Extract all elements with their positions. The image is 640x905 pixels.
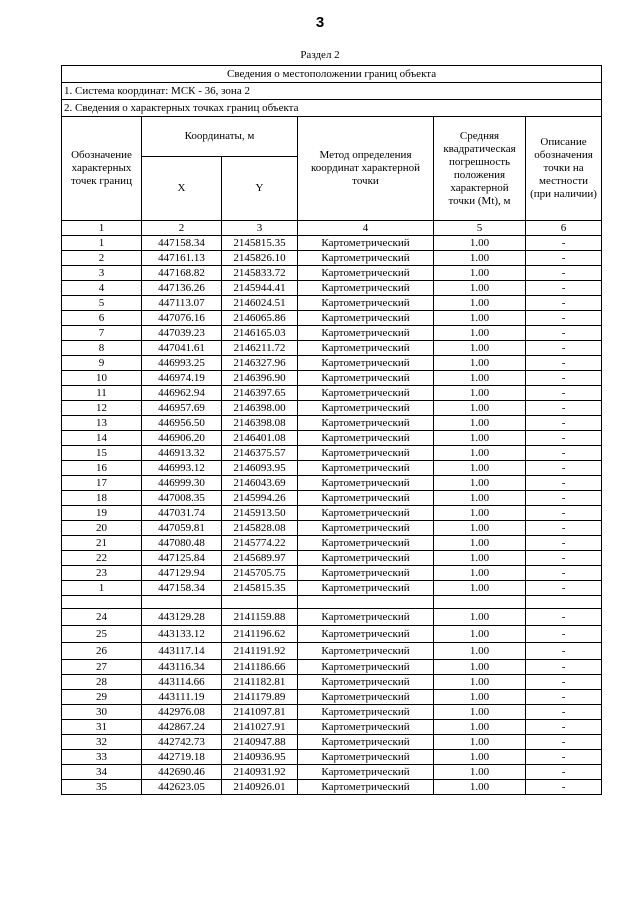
error-cell: 1.00 xyxy=(434,281,526,296)
error-cell: 1.00 xyxy=(434,735,526,750)
x-coordinate-cell: 447136.26 xyxy=(142,281,222,296)
table-row xyxy=(62,705,602,720)
point-number-cell: 32 xyxy=(62,735,142,750)
table-row xyxy=(62,311,602,326)
method-cell: Картометрический xyxy=(298,311,434,326)
point-number-cell: 33 xyxy=(62,750,142,765)
method-cell: Картометрический xyxy=(298,341,434,356)
error-cell: 1.00 xyxy=(434,401,526,416)
x-coordinate-cell: 446906.20 xyxy=(142,431,222,446)
method-cell: Картометрический xyxy=(298,581,434,596)
description-cell: - xyxy=(526,341,602,356)
column-number: 4 xyxy=(298,221,434,236)
method-cell: Картометрический xyxy=(298,566,434,581)
y-coordinate-cell: 2141027.91 xyxy=(222,720,298,735)
point-number-cell: 28 xyxy=(62,675,142,690)
error-cell: 1.00 xyxy=(434,765,526,780)
header-error: Средняя квадратическая погрешность положения характерной точки (Mt), м xyxy=(434,117,526,221)
x-coordinate-cell: 442867.24 xyxy=(142,720,222,735)
point-number-cell: 16 xyxy=(62,461,142,476)
error-cell: 1.00 xyxy=(434,371,526,386)
table-row xyxy=(62,660,602,675)
point-number-cell: 17 xyxy=(62,476,142,491)
y-coordinate-cell: 2146043.69 xyxy=(222,476,298,491)
y-coordinate-cell: 2146165.03 xyxy=(222,326,298,341)
method-cell: Картометрический xyxy=(298,236,434,251)
coordinate-system: 1. Система координат: МСК - 36, зона 2 xyxy=(62,83,602,100)
page-number: 3 xyxy=(315,14,325,31)
description-cell: - xyxy=(526,266,602,281)
table-row xyxy=(62,356,602,371)
y-coordinate-cell: 2140936.95 xyxy=(222,750,298,765)
method-cell: Картометрический xyxy=(298,326,434,341)
y-coordinate-cell: 2146397.65 xyxy=(222,386,298,401)
header-y: Y xyxy=(222,157,298,221)
point-number-cell: 6 xyxy=(62,311,142,326)
description-cell: - xyxy=(526,566,602,581)
table-row xyxy=(62,626,602,643)
y-coordinate-cell: 2141182.81 xyxy=(222,675,298,690)
description-cell: - xyxy=(526,356,602,371)
method-cell: Картометрический xyxy=(298,491,434,506)
description-cell: - xyxy=(526,720,602,735)
y-coordinate-cell: 2145774.22 xyxy=(222,536,298,551)
table-row xyxy=(62,506,602,521)
error-cell: 1.00 xyxy=(434,566,526,581)
method-cell: Картометрический xyxy=(298,705,434,720)
error-cell: 1.00 xyxy=(434,506,526,521)
point-number-cell: 2 xyxy=(62,251,142,266)
point-number-cell: 10 xyxy=(62,371,142,386)
method-cell: Картометрический xyxy=(298,416,434,431)
point-number-cell: 35 xyxy=(62,780,142,795)
description-cell: - xyxy=(526,660,602,675)
table-title: Сведения о местоположении границ объекта xyxy=(62,66,602,83)
y-coordinate-cell: 2146398.00 xyxy=(222,401,298,416)
description-cell: - xyxy=(526,281,602,296)
x-coordinate-cell: 447039.23 xyxy=(142,326,222,341)
point-number-cell: 24 xyxy=(62,609,142,626)
x-coordinate-cell: 447113.07 xyxy=(142,296,222,311)
x-coordinate-cell: 442742.73 xyxy=(142,735,222,750)
x-coordinate-cell: 446999.30 xyxy=(142,476,222,491)
table-row xyxy=(62,609,602,626)
table-row xyxy=(62,446,602,461)
table-row xyxy=(62,326,602,341)
error-cell: 1.00 xyxy=(434,386,526,401)
description-cell: - xyxy=(526,626,602,643)
empty-cell xyxy=(62,596,142,609)
y-coordinate-cell: 2141097.81 xyxy=(222,705,298,720)
description-cell: - xyxy=(526,461,602,476)
point-number-cell: 1 xyxy=(62,236,142,251)
point-number-cell: 9 xyxy=(62,356,142,371)
method-cell: Картометрический xyxy=(298,266,434,281)
empty-cell xyxy=(298,596,434,609)
table-row xyxy=(62,765,602,780)
column-numbers-row xyxy=(62,221,602,236)
x-coordinate-cell: 446956.50 xyxy=(142,416,222,431)
method-cell: Картометрический xyxy=(298,750,434,765)
header-coordinates: Координаты, м xyxy=(142,117,298,157)
y-coordinate-cell: 2145815.35 xyxy=(222,581,298,596)
description-cell: - xyxy=(526,609,602,626)
header-x: X xyxy=(142,157,222,221)
description-cell: - xyxy=(526,326,602,341)
point-number-cell: 23 xyxy=(62,566,142,581)
method-cell: Картометрический xyxy=(298,446,434,461)
header-description: Описание обозначения точки на местности (при наличии) xyxy=(526,117,602,221)
empty-cell xyxy=(222,596,298,609)
point-number-cell: 21 xyxy=(62,536,142,551)
method-cell: Картометрический xyxy=(298,371,434,386)
x-coordinate-cell: 442976.08 xyxy=(142,705,222,720)
method-cell: Картометрический xyxy=(298,536,434,551)
table-row xyxy=(62,476,602,491)
table-row xyxy=(62,281,602,296)
column-number: 6 xyxy=(526,221,602,236)
y-coordinate-cell: 2145944.41 xyxy=(222,281,298,296)
method-cell: Картометрический xyxy=(298,431,434,446)
x-coordinate-cell: 447129.94 xyxy=(142,566,222,581)
y-coordinate-cell: 2146396.90 xyxy=(222,371,298,386)
y-coordinate-cell: 2145994.26 xyxy=(222,491,298,506)
table-row xyxy=(62,643,602,660)
description-cell: - xyxy=(526,551,602,566)
x-coordinate-cell: 443117.14 xyxy=(142,643,222,660)
method-cell: Картометрический xyxy=(298,401,434,416)
description-cell: - xyxy=(526,491,602,506)
method-cell: Картометрический xyxy=(298,551,434,566)
point-number-cell: 22 xyxy=(62,551,142,566)
error-cell: 1.00 xyxy=(434,311,526,326)
point-number-cell: 1 xyxy=(62,581,142,596)
column-number: 3 xyxy=(222,221,298,236)
x-coordinate-cell: 442623.05 xyxy=(142,780,222,795)
point-number-cell: 11 xyxy=(62,386,142,401)
y-coordinate-cell: 2145828.08 xyxy=(222,521,298,536)
error-cell: 1.00 xyxy=(434,266,526,281)
error-cell: 1.00 xyxy=(434,690,526,705)
point-number-cell: 15 xyxy=(62,446,142,461)
x-coordinate-cell: 443114.66 xyxy=(142,675,222,690)
description-cell: - xyxy=(526,311,602,326)
point-number-cell: 26 xyxy=(62,643,142,660)
method-cell: Картометрический xyxy=(298,609,434,626)
method-cell: Картометрический xyxy=(298,690,434,705)
y-coordinate-cell: 2141196.62 xyxy=(222,626,298,643)
table-row xyxy=(62,720,602,735)
boundary-points-table xyxy=(61,65,602,795)
method-cell: Картометрический xyxy=(298,626,434,643)
description-cell: - xyxy=(526,750,602,765)
table-row xyxy=(62,386,602,401)
x-coordinate-cell: 446993.25 xyxy=(142,356,222,371)
x-coordinate-cell: 447008.35 xyxy=(142,491,222,506)
y-coordinate-cell: 2146065.86 xyxy=(222,311,298,326)
header-designation: Обозначение характерных точек границ xyxy=(62,117,142,221)
description-cell: - xyxy=(526,780,602,795)
x-coordinate-cell: 447158.34 xyxy=(142,236,222,251)
table-row xyxy=(62,236,602,251)
error-cell: 1.00 xyxy=(434,236,526,251)
column-number: 5 xyxy=(434,221,526,236)
y-coordinate-cell: 2140947.88 xyxy=(222,735,298,750)
description-cell: - xyxy=(526,416,602,431)
error-cell: 1.00 xyxy=(434,251,526,266)
error-cell: 1.00 xyxy=(434,326,526,341)
error-cell: 1.00 xyxy=(434,446,526,461)
section-label: Раздел 2 xyxy=(300,49,340,61)
y-coordinate-cell: 2141186.66 xyxy=(222,660,298,675)
table-row xyxy=(62,750,602,765)
point-number-cell: 8 xyxy=(62,341,142,356)
method-cell: Картометрический xyxy=(298,386,434,401)
table-row xyxy=(62,735,602,750)
method-cell: Картометрический xyxy=(298,281,434,296)
y-coordinate-cell: 2141159.88 xyxy=(222,609,298,626)
table-row xyxy=(62,690,602,705)
error-cell: 1.00 xyxy=(434,416,526,431)
y-coordinate-cell: 2145705.75 xyxy=(222,566,298,581)
method-cell: Картометрический xyxy=(298,643,434,660)
x-coordinate-cell: 447158.34 xyxy=(142,581,222,596)
table-row xyxy=(62,341,602,356)
point-number-cell: 13 xyxy=(62,416,142,431)
x-coordinate-cell: 447059.81 xyxy=(142,521,222,536)
x-coordinate-cell: 447080.48 xyxy=(142,536,222,551)
empty-cell xyxy=(434,596,526,609)
method-cell: Картометрический xyxy=(298,296,434,311)
empty-cell xyxy=(526,596,602,609)
method-cell: Картометрический xyxy=(298,461,434,476)
y-coordinate-cell: 2145913.50 xyxy=(222,506,298,521)
x-coordinate-cell: 442690.46 xyxy=(142,765,222,780)
description-cell: - xyxy=(526,675,602,690)
description-cell: - xyxy=(526,296,602,311)
description-cell: - xyxy=(526,506,602,521)
error-cell: 1.00 xyxy=(434,581,526,596)
y-coordinate-cell: 2145689.97 xyxy=(222,551,298,566)
description-cell: - xyxy=(526,643,602,660)
y-coordinate-cell: 2146211.72 xyxy=(222,341,298,356)
point-number-cell: 30 xyxy=(62,705,142,720)
x-coordinate-cell: 446962.94 xyxy=(142,386,222,401)
error-cell: 1.00 xyxy=(434,705,526,720)
error-cell: 1.00 xyxy=(434,491,526,506)
table-row xyxy=(62,401,602,416)
description-cell: - xyxy=(526,401,602,416)
description-cell: - xyxy=(526,386,602,401)
point-number-cell: 34 xyxy=(62,765,142,780)
method-cell: Картометрический xyxy=(298,720,434,735)
x-coordinate-cell: 447161.13 xyxy=(142,251,222,266)
point-number-cell: 7 xyxy=(62,326,142,341)
table-row xyxy=(62,566,602,581)
error-cell: 1.00 xyxy=(434,341,526,356)
error-cell: 1.00 xyxy=(434,296,526,311)
x-coordinate-cell: 443116.34 xyxy=(142,660,222,675)
y-coordinate-cell: 2140926.01 xyxy=(222,780,298,795)
x-coordinate-cell: 443133.12 xyxy=(142,626,222,643)
y-coordinate-cell: 2141179.89 xyxy=(222,690,298,705)
table-row xyxy=(62,416,602,431)
error-cell: 1.00 xyxy=(434,476,526,491)
method-cell: Картометрический xyxy=(298,765,434,780)
x-coordinate-cell: 447076.16 xyxy=(142,311,222,326)
description-cell: - xyxy=(526,236,602,251)
description-cell: - xyxy=(526,735,602,750)
point-number-cell: 19 xyxy=(62,506,142,521)
description-cell: - xyxy=(526,446,602,461)
error-cell: 1.00 xyxy=(434,660,526,675)
point-number-cell: 4 xyxy=(62,281,142,296)
point-number-cell: 14 xyxy=(62,431,142,446)
description-cell: - xyxy=(526,581,602,596)
table-row xyxy=(62,251,602,266)
y-coordinate-cell: 2145815.35 xyxy=(222,236,298,251)
description-cell: - xyxy=(526,251,602,266)
separator-row xyxy=(62,596,602,609)
y-coordinate-cell: 2141191.92 xyxy=(222,643,298,660)
point-number-cell: 12 xyxy=(62,401,142,416)
description-cell: - xyxy=(526,705,602,720)
y-coordinate-cell: 2146375.57 xyxy=(222,446,298,461)
y-coordinate-cell: 2145826.10 xyxy=(222,251,298,266)
error-cell: 1.00 xyxy=(434,551,526,566)
method-cell: Картометрический xyxy=(298,506,434,521)
error-cell: 1.00 xyxy=(434,461,526,476)
point-number-cell: 5 xyxy=(62,296,142,311)
point-number-cell: 29 xyxy=(62,690,142,705)
error-cell: 1.00 xyxy=(434,643,526,660)
table-row xyxy=(62,581,602,596)
method-cell: Картометрический xyxy=(298,780,434,795)
table-row xyxy=(62,521,602,536)
table-row xyxy=(62,780,602,795)
x-coordinate-cell: 446974.19 xyxy=(142,371,222,386)
method-cell: Картометрический xyxy=(298,251,434,266)
error-cell: 1.00 xyxy=(434,536,526,551)
y-coordinate-cell: 2145833.72 xyxy=(222,266,298,281)
table-row xyxy=(62,551,602,566)
y-coordinate-cell: 2140931.92 xyxy=(222,765,298,780)
error-cell: 1.00 xyxy=(434,780,526,795)
y-coordinate-cell: 2146024.51 xyxy=(222,296,298,311)
x-coordinate-cell: 442719.18 xyxy=(142,750,222,765)
header-method: Метод определения координат характерной точки xyxy=(298,117,434,221)
table-row xyxy=(62,266,602,281)
table-row xyxy=(62,491,602,506)
method-cell: Картометрический xyxy=(298,675,434,690)
point-number-cell: 25 xyxy=(62,626,142,643)
table-row xyxy=(62,675,602,690)
point-number-cell: 18 xyxy=(62,491,142,506)
x-coordinate-cell: 446957.69 xyxy=(142,401,222,416)
x-coordinate-cell: 446993.12 xyxy=(142,461,222,476)
table-row xyxy=(62,461,602,476)
y-coordinate-cell: 2146398.08 xyxy=(222,416,298,431)
error-cell: 1.00 xyxy=(434,609,526,626)
table-row xyxy=(62,371,602,386)
x-coordinate-cell: 447125.84 xyxy=(142,551,222,566)
method-cell: Картометрический xyxy=(298,735,434,750)
point-number-cell: 27 xyxy=(62,660,142,675)
error-cell: 1.00 xyxy=(434,626,526,643)
description-cell: - xyxy=(526,536,602,551)
description-cell: - xyxy=(526,371,602,386)
error-cell: 1.00 xyxy=(434,750,526,765)
empty-cell xyxy=(142,596,222,609)
point-number-cell: 3 xyxy=(62,266,142,281)
description-cell: - xyxy=(526,690,602,705)
error-cell: 1.00 xyxy=(434,675,526,690)
y-coordinate-cell: 2146327.96 xyxy=(222,356,298,371)
x-coordinate-cell: 447041.61 xyxy=(142,341,222,356)
table-row xyxy=(62,296,602,311)
column-number: 2 xyxy=(142,221,222,236)
x-coordinate-cell: 443111.19 xyxy=(142,690,222,705)
points-section-header: 2. Сведения о характерных точках границ объекта xyxy=(62,100,602,117)
point-number-cell: 20 xyxy=(62,521,142,536)
y-coordinate-cell: 2146401.08 xyxy=(222,431,298,446)
x-coordinate-cell: 447168.82 xyxy=(142,266,222,281)
method-cell: Картометрический xyxy=(298,476,434,491)
error-cell: 1.00 xyxy=(434,431,526,446)
error-cell: 1.00 xyxy=(434,356,526,371)
description-cell: - xyxy=(526,476,602,491)
method-cell: Картометрический xyxy=(298,521,434,536)
method-cell: Картометрический xyxy=(298,356,434,371)
description-cell: - xyxy=(526,431,602,446)
description-cell: - xyxy=(526,765,602,780)
table-row xyxy=(62,431,602,446)
x-coordinate-cell: 446913.32 xyxy=(142,446,222,461)
description-cell: - xyxy=(526,521,602,536)
error-cell: 1.00 xyxy=(434,521,526,536)
x-coordinate-cell: 447031.74 xyxy=(142,506,222,521)
x-coordinate-cell: 443129.28 xyxy=(142,609,222,626)
method-cell: Картометрический xyxy=(298,660,434,675)
point-number-cell: 31 xyxy=(62,720,142,735)
error-cell: 1.00 xyxy=(434,720,526,735)
column-number: 1 xyxy=(62,221,142,236)
y-coordinate-cell: 2146093.95 xyxy=(222,461,298,476)
table-row xyxy=(62,536,602,551)
